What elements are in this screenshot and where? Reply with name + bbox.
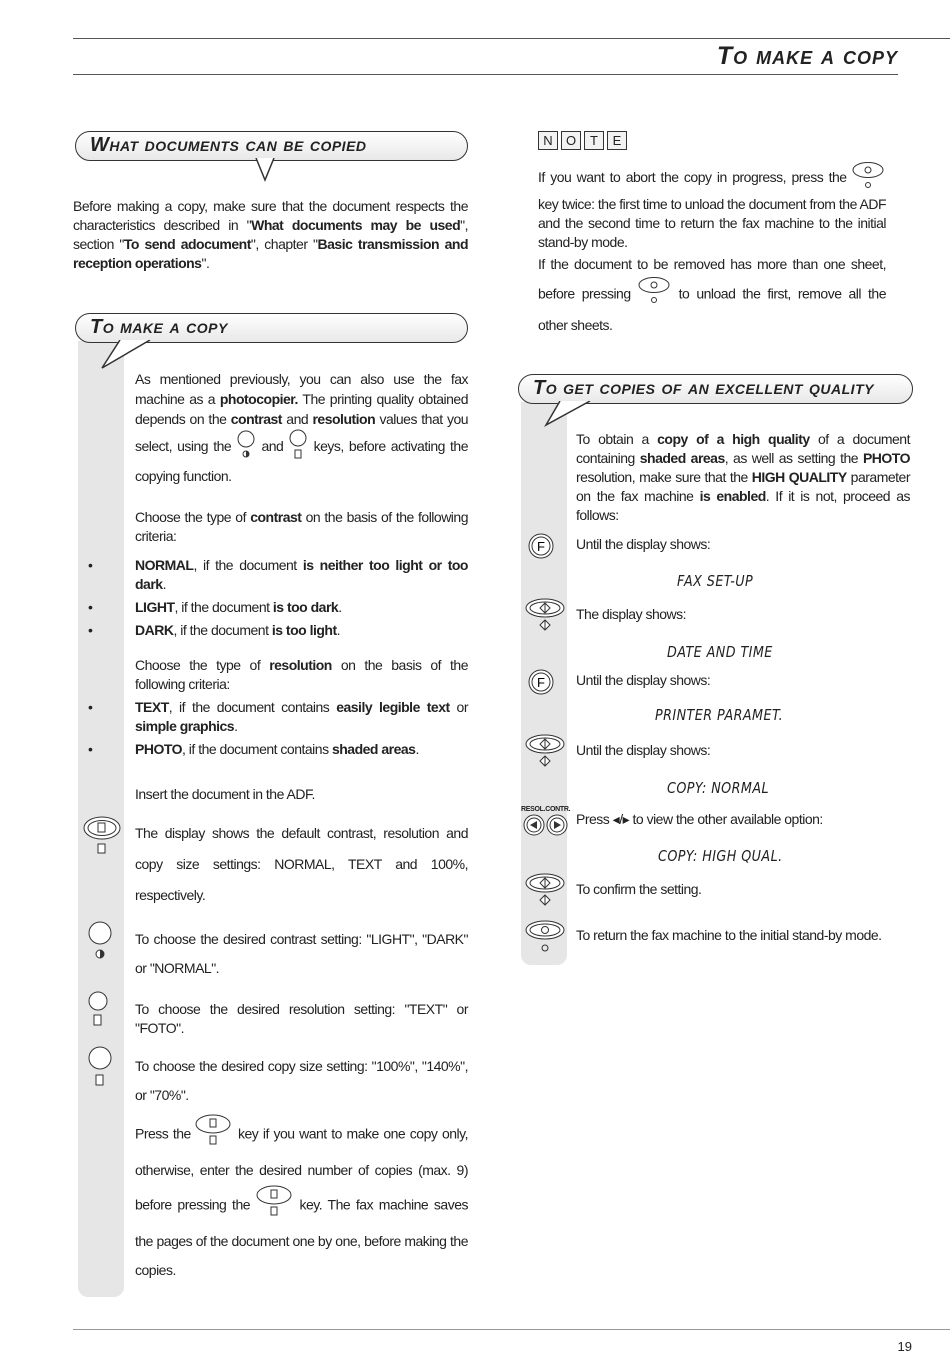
paragraph [135,1114,468,1285]
text: If you want to abort the copy in progress, press the [538,169,852,186]
make-copy-body [73,343,468,1297]
display-text: DATE AND TIME [667,643,773,661]
text: ". [201,255,210,271]
section-heading-what-documents: What documents can be copied [75,131,468,161]
text: Before making a copy, make sure that the document respects the characteristics described in " [73,198,468,233]
arrow-keys-icon [518,814,576,843]
bold-text: TEXT [135,699,169,715]
text: . If it is not, proceed as follows: [576,488,910,523]
text: values that you select, using the [135,411,469,455]
bullet: • [88,622,93,638]
display-text: PRINTER PARAMET. [655,706,784,724]
text: Press ◂/▸ to view the other available option: [576,811,823,827]
text: To obtain a [576,431,658,447]
bold-text: Basic transmission and reception operations [73,236,468,271]
stop-key-icon [852,162,886,195]
bold-text: shaded areas [639,450,725,466]
text: on the basis of the following criteria: [135,509,468,544]
page-number: 19 [897,1339,912,1354]
start-key-icon [525,734,576,773]
bold-text: What documents may be used [251,217,461,233]
bold-text: is too dark [272,599,339,615]
note-letter: O [561,131,581,150]
text: , if the document [174,599,273,615]
paragraph [135,1046,468,1110]
bubble-tail [100,340,160,370]
bubble-tail [540,401,600,427]
display-text: FAX SET-UP [677,572,754,590]
bold-text: DARK [135,622,174,638]
text: Until the display shows: [576,536,711,552]
resol-contr-label: RESOL.CONTR. [521,806,571,813]
note-letter: E [607,131,627,150]
bold-text: HIGH QUALITY [751,469,847,485]
text: , as well as setting the [724,450,863,466]
list-item [135,698,468,736]
contrast-key-icon [236,430,256,465]
text: Until the display shows: [576,742,711,758]
step-text [576,734,710,760]
stop-key-icon [525,920,576,959]
text: keys, before activating the copying function. [135,438,468,484]
text: The printing quality obtained depends on the [135,391,468,427]
title-rule [73,74,898,75]
text: , if the document [193,557,303,573]
step-text [576,533,710,554]
text: ", chapter " [250,236,318,252]
text: To choose the desired contrast setting: "LIGHT", "DARK" or "NORMAL". [135,931,468,976]
text: and [256,438,289,455]
text: . [336,622,341,638]
text: resolution, make sure that the [576,469,752,485]
bold-text: photocopier. [219,391,298,407]
list-item [135,740,468,759]
bold-text: PHOTO [135,741,183,757]
text: To choose the desired copy size setting: "100%", "140%", or "70%". [135,1058,468,1103]
text: As mentioned previously, you can also use the fax machine as a [135,371,468,407]
bold-text: contrast [230,411,282,427]
text: key if you want to make one copy only, otherwise, enter the desired number of copies (max. 9) before pressing the [135,1125,468,1213]
right-column [518,131,913,965]
bubble-tail [254,158,278,182]
step-text [576,669,710,690]
text: , if the document contains [182,741,332,757]
text: or [449,699,468,715]
text: Press the [135,1125,196,1142]
bullet: • [88,599,93,615]
text: The display shows the default contrast, resolution and copy size settings: NORMAL, TEXT and 100%, respectively. [135,825,468,903]
step-text [576,873,701,899]
text: Choose the type of [135,657,270,673]
text: key. The fax machine saves the pages of the document one by one, before making the copies. [135,1196,468,1278]
bold-text: is too light [271,622,337,638]
text: of a document containing [576,431,910,466]
text: Choose the type of [135,509,251,525]
text: to unload the first, remove all the other sheets. [538,285,886,333]
left-column [73,131,468,1297]
bold-text: is enabled [699,488,766,504]
paragraph [576,430,910,525]
step-text [576,598,686,624]
text: . [162,576,166,592]
svg-text:F: F [537,539,545,554]
text: If the document to be removed has more than one sheet, before pressing [538,256,886,302]
text: The display shows: [576,606,687,622]
text: , if the document contains [168,699,337,715]
list-item [135,598,468,617]
paragraph [135,369,468,486]
bold-text: LIGHT [135,599,175,615]
resolution-key-icon [288,429,308,466]
bottom-rule [73,1329,950,1330]
bold-text: contrast [250,509,302,525]
bold-text: copy of a high quality [657,431,810,447]
note-paragraph [538,252,886,338]
step-text [576,805,823,829]
note-letter: N [538,131,558,150]
list-item [135,621,468,640]
bold-text: shaded areas [331,741,416,757]
text: and [281,411,313,427]
text: Insert the document in the ADF. [135,786,315,802]
function-key-icon [528,669,576,702]
note-label [538,131,913,150]
function-key-icon [528,533,576,566]
note-paragraph [538,162,886,252]
bold-text: resolution [269,657,332,673]
stop-key-icon [638,277,672,313]
bullet: • [88,557,93,573]
text: . [234,718,238,734]
bold-text: resolution [312,411,376,427]
note-letter: T [584,131,604,150]
text: , if the document [173,622,272,638]
bold-text: is neither too light or too dark [135,557,468,592]
start-key-icon [525,598,576,637]
resolution-key-icon [88,991,135,1036]
text: . [338,599,342,615]
top-rule [73,38,950,39]
contrast-key-icon [88,921,135,966]
paragraph [135,785,468,804]
section-heading-excellent-quality: To get copies of an excellent quality [518,374,913,404]
text: parameter on the fax machine [576,469,910,504]
paragraph [135,508,468,546]
bullet: • [88,741,93,757]
page-title: To make a copy [716,42,898,70]
copy-key-icon [195,1114,233,1156]
list-item [135,556,468,594]
bold-text: NORMAL [135,557,194,573]
text: Until the display shows: [576,672,711,688]
text: ", section " [73,217,468,252]
svg-text:F: F [537,675,545,690]
excellent-quality-body [518,404,913,965]
bold-text: To send adocument [123,236,251,252]
paragraph [135,656,468,694]
bold-text: easily legible text [336,699,450,715]
paragraph [135,816,468,911]
copy-key-icon [256,1185,294,1227]
paragraph [135,991,468,1038]
text: To choose the desired resolution setting: "TEXT" or "FOTO". [135,1001,468,1036]
text: To return the fax machine to the initial stand-by mode. [576,927,882,943]
bold-text: PHOTO [862,450,910,466]
display-text: COPY: NORMAL [667,779,770,797]
text: . [415,741,419,757]
start-key-icon [525,873,576,912]
step-text [576,920,882,945]
text: on the basis of the following criteria: [135,657,468,692]
bullet: • [88,699,93,715]
display-text: COPY: HIGH QUAL. [658,847,783,865]
section-heading-make-copy: To make a copy [75,313,468,343]
text: To confirm the setting. [576,881,702,897]
size-key-icon [88,1046,135,1097]
paragraph [135,921,468,983]
paragraph [73,197,468,273]
text: key twice: the first time to unload the document from the ADF and the second time to return the fax machine to the initial stand-by mode. [538,196,886,250]
bold-text: simple graphics [135,718,235,734]
copy-key-icon [83,816,135,863]
